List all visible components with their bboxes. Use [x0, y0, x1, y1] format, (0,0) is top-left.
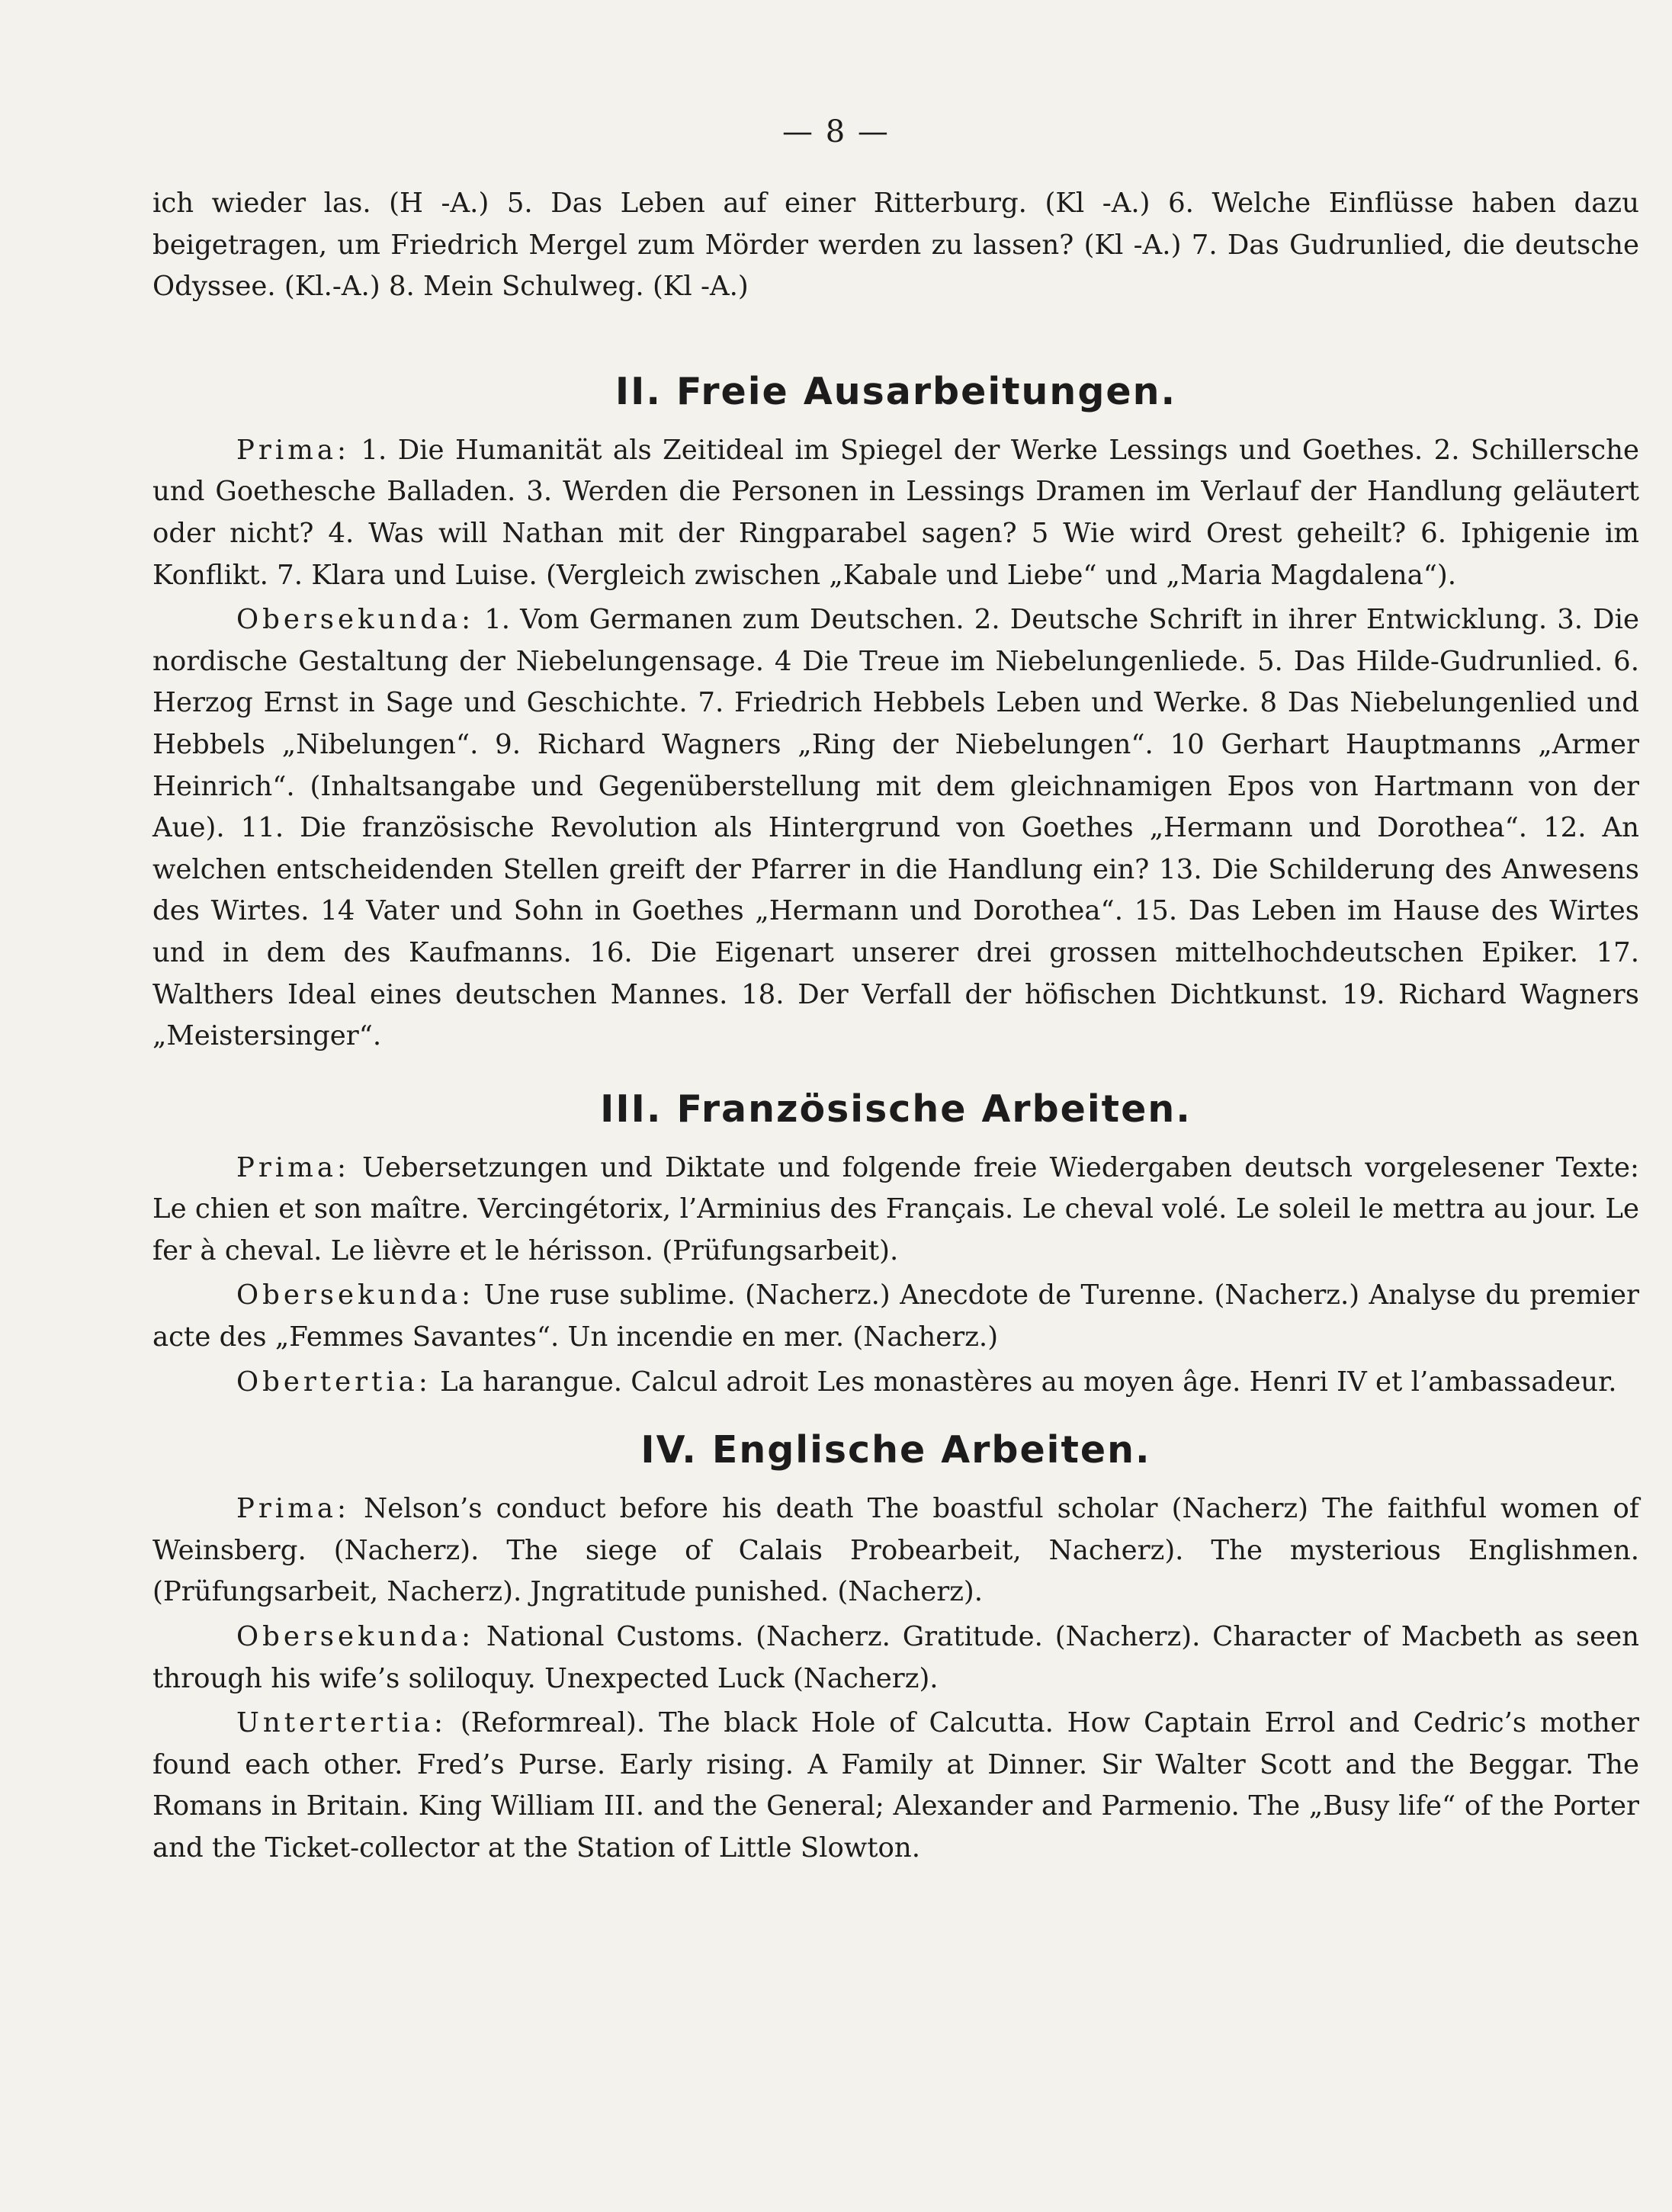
- section-heading-freie-ausarbeitungen: II. Freie Ausarbeitungen.: [615, 369, 1177, 413]
- franz-obersekunda-text: Une ruse sublime. (Nacherz.) Anecdote de Turenne. (Nacherz.) Analyse du premier acte des „Femmes Savantes“. Un incendie en mer. (Nacherz.): [152, 1279, 1639, 1353]
- franz-obersekunda-paragraph: [152, 1275, 1639, 1358]
- freie-prima-text: 1. Die Humanität als Zeitideal im Spiegel der Werke Lessings und Goethes. 2. Schillersche und Goethesche Balladen. 3. Werden die Personen in Lessings Dramen im Verlauf der Handlung geläutert oder nicht? 4. Was will Nathan mit der Ringparabel sagen? 5 Wie wird Orest geheilt? 6. Iphigenie im Konflikt. 7. Klara und Luise. (Vergleich zwischen „Kabale und Liebe“ und „Maria Magdalena“).: [152, 434, 1639, 591]
- franz-obersekunda-label: Obersekunda:: [236, 1279, 475, 1311]
- freie-obersekunda-paragraph: [152, 599, 1639, 1058]
- engl-prima-label: Prima:: [236, 1493, 350, 1525]
- document-body: [152, 183, 1639, 1870]
- franz-obertertia-text: La harangue. Calcul adroit Les monastères au moyen âge. Henri IV et l’ambassadeur.: [440, 1366, 1617, 1398]
- engl-untertertia-text: (Reformreal). The black Hole of Calcutta. How Captain Errol and Cedric’s mother found each other. Fred’s Purse. Early rising. A Family at Dinner. Sir Walter Scott and the Beggar. The Romans in Britain. King William III. and the General; Alexander and Parmenio. The „Busy life“ of the Porter and the Ticket-collector at the Station of Little Slowton.: [152, 1707, 1639, 1864]
- franz-obertertia-label: Obertertia:: [236, 1366, 432, 1398]
- freie-obersekunda-text: 1. Vom Germanen zum Deutschen. 2. Deutsche Schrift in ihrer Entwicklung. 3. Die nordische Gestaltung der Niebelungensage. 4 Die Treue im Niebelungenliede. 5. Das Hilde-Gudrunlied. 6. Herzog Ernst in Sage und Geschichte. 7. Friedrich Hebbels Leben und Werke. 8 Das Niebelungenlied und Hebbels „Nibelungen“. 9. Richard Wagners „Ring der Niebelungen“. 10 Gerhart Hauptmanns „Armer Heinrich“. (Inhaltsangabe und Gegenüberstellung mit dem gleichnamigen Epos von Hartmann von der Aue). 11. Die französische Revolution als Hintergrund von Goethes „Hermann und Dorothea“. 12. An welchen entscheidenden Stellen greift der Pfarrer in die Handlung ein? 13. Die Schilderung des Anwesens des Wirtes. 14 Vater und Sohn in Goethes „Hermann und Dorothea“. 15. Das Leben im Hause des Wirtes und in dem des Kaufmanns. 16. Die Eigenart unserer drei grossen mittelhochdeutschen Epiker. 17. Walthers Ideal eines deutschen Mannes. 18. Der Verfall der höfischen Dichtkunst. 19. Richard Wagners „Meistersinger“.: [152, 604, 1639, 1052]
- engl-obersekunda-text: National Customs. (Nacherz. Gratitude. (Nacherz). Character of Macbeth as seen through his wife’s soliloquy. Unexpected Luck (Nacherz).: [152, 1621, 1639, 1694]
- intro-paragraph: [152, 183, 1639, 308]
- intro-text: ich wieder las. (H -A.) 5. Das Leben auf einer Ritterburg. (Kl -A.) 6. Welche Einflüsse haben dazu beigetragen, um Friedrich Mergel zum Mörder werden zu lassen? (Kl -A.) 7. Das Gudrunlied, die deutsche Odyssee. (Kl.-A.) 8. Mein Schulweg. (Kl -A.): [152, 188, 1639, 303]
- engl-prima-text: Nelson’s conduct before his death The boastful scholar (Nacherz) The faithful women of Weinsberg. (Nacherz). The siege of Calais Probearbeit, Nacherz). The mysterious Englishmen. (Prüfungsarbeit, Nacherz). Jngratitude punished. (Nacherz).: [152, 1493, 1639, 1608]
- freie-prima-paragraph: [152, 430, 1639, 596]
- franz-obertertia-paragraph: [152, 1362, 1639, 1404]
- engl-untertertia-paragraph: [152, 1703, 1639, 1869]
- franz-prima-label: Prima:: [236, 1151, 350, 1183]
- freie-prima-label: Prima:: [236, 434, 350, 466]
- engl-obersekunda-paragraph: [152, 1616, 1639, 1700]
- section-heading-englische-arbeiten: IV. Englische Arbeiten.: [640, 1428, 1151, 1472]
- engl-obersekunda-label: Obersekunda:: [236, 1621, 475, 1653]
- section-heading-franzoesische-arbeiten: III. Französische Arbeiten.: [600, 1087, 1192, 1131]
- freie-obersekunda-label: Obersekunda:: [236, 604, 475, 636]
- engl-prima-paragraph: [152, 1488, 1639, 1613]
- engl-untertertia-label: Untertertia:: [236, 1707, 448, 1739]
- franz-prima-text: Uebersetzungen und Diktate und folgende freie Wiedergaben deutsch vorgelesener Texte: Le chien et son maître. Vercingétorix, l’Arminius des Français. Le cheval volé. Le soleil le mettra au jour. Le fer à cheval. Le lièvre et le hérisson. (Prüfungsarbeit).: [152, 1151, 1639, 1267]
- page-number: — 8 —: [782, 114, 890, 149]
- franz-prima-paragraph: [152, 1148, 1639, 1273]
